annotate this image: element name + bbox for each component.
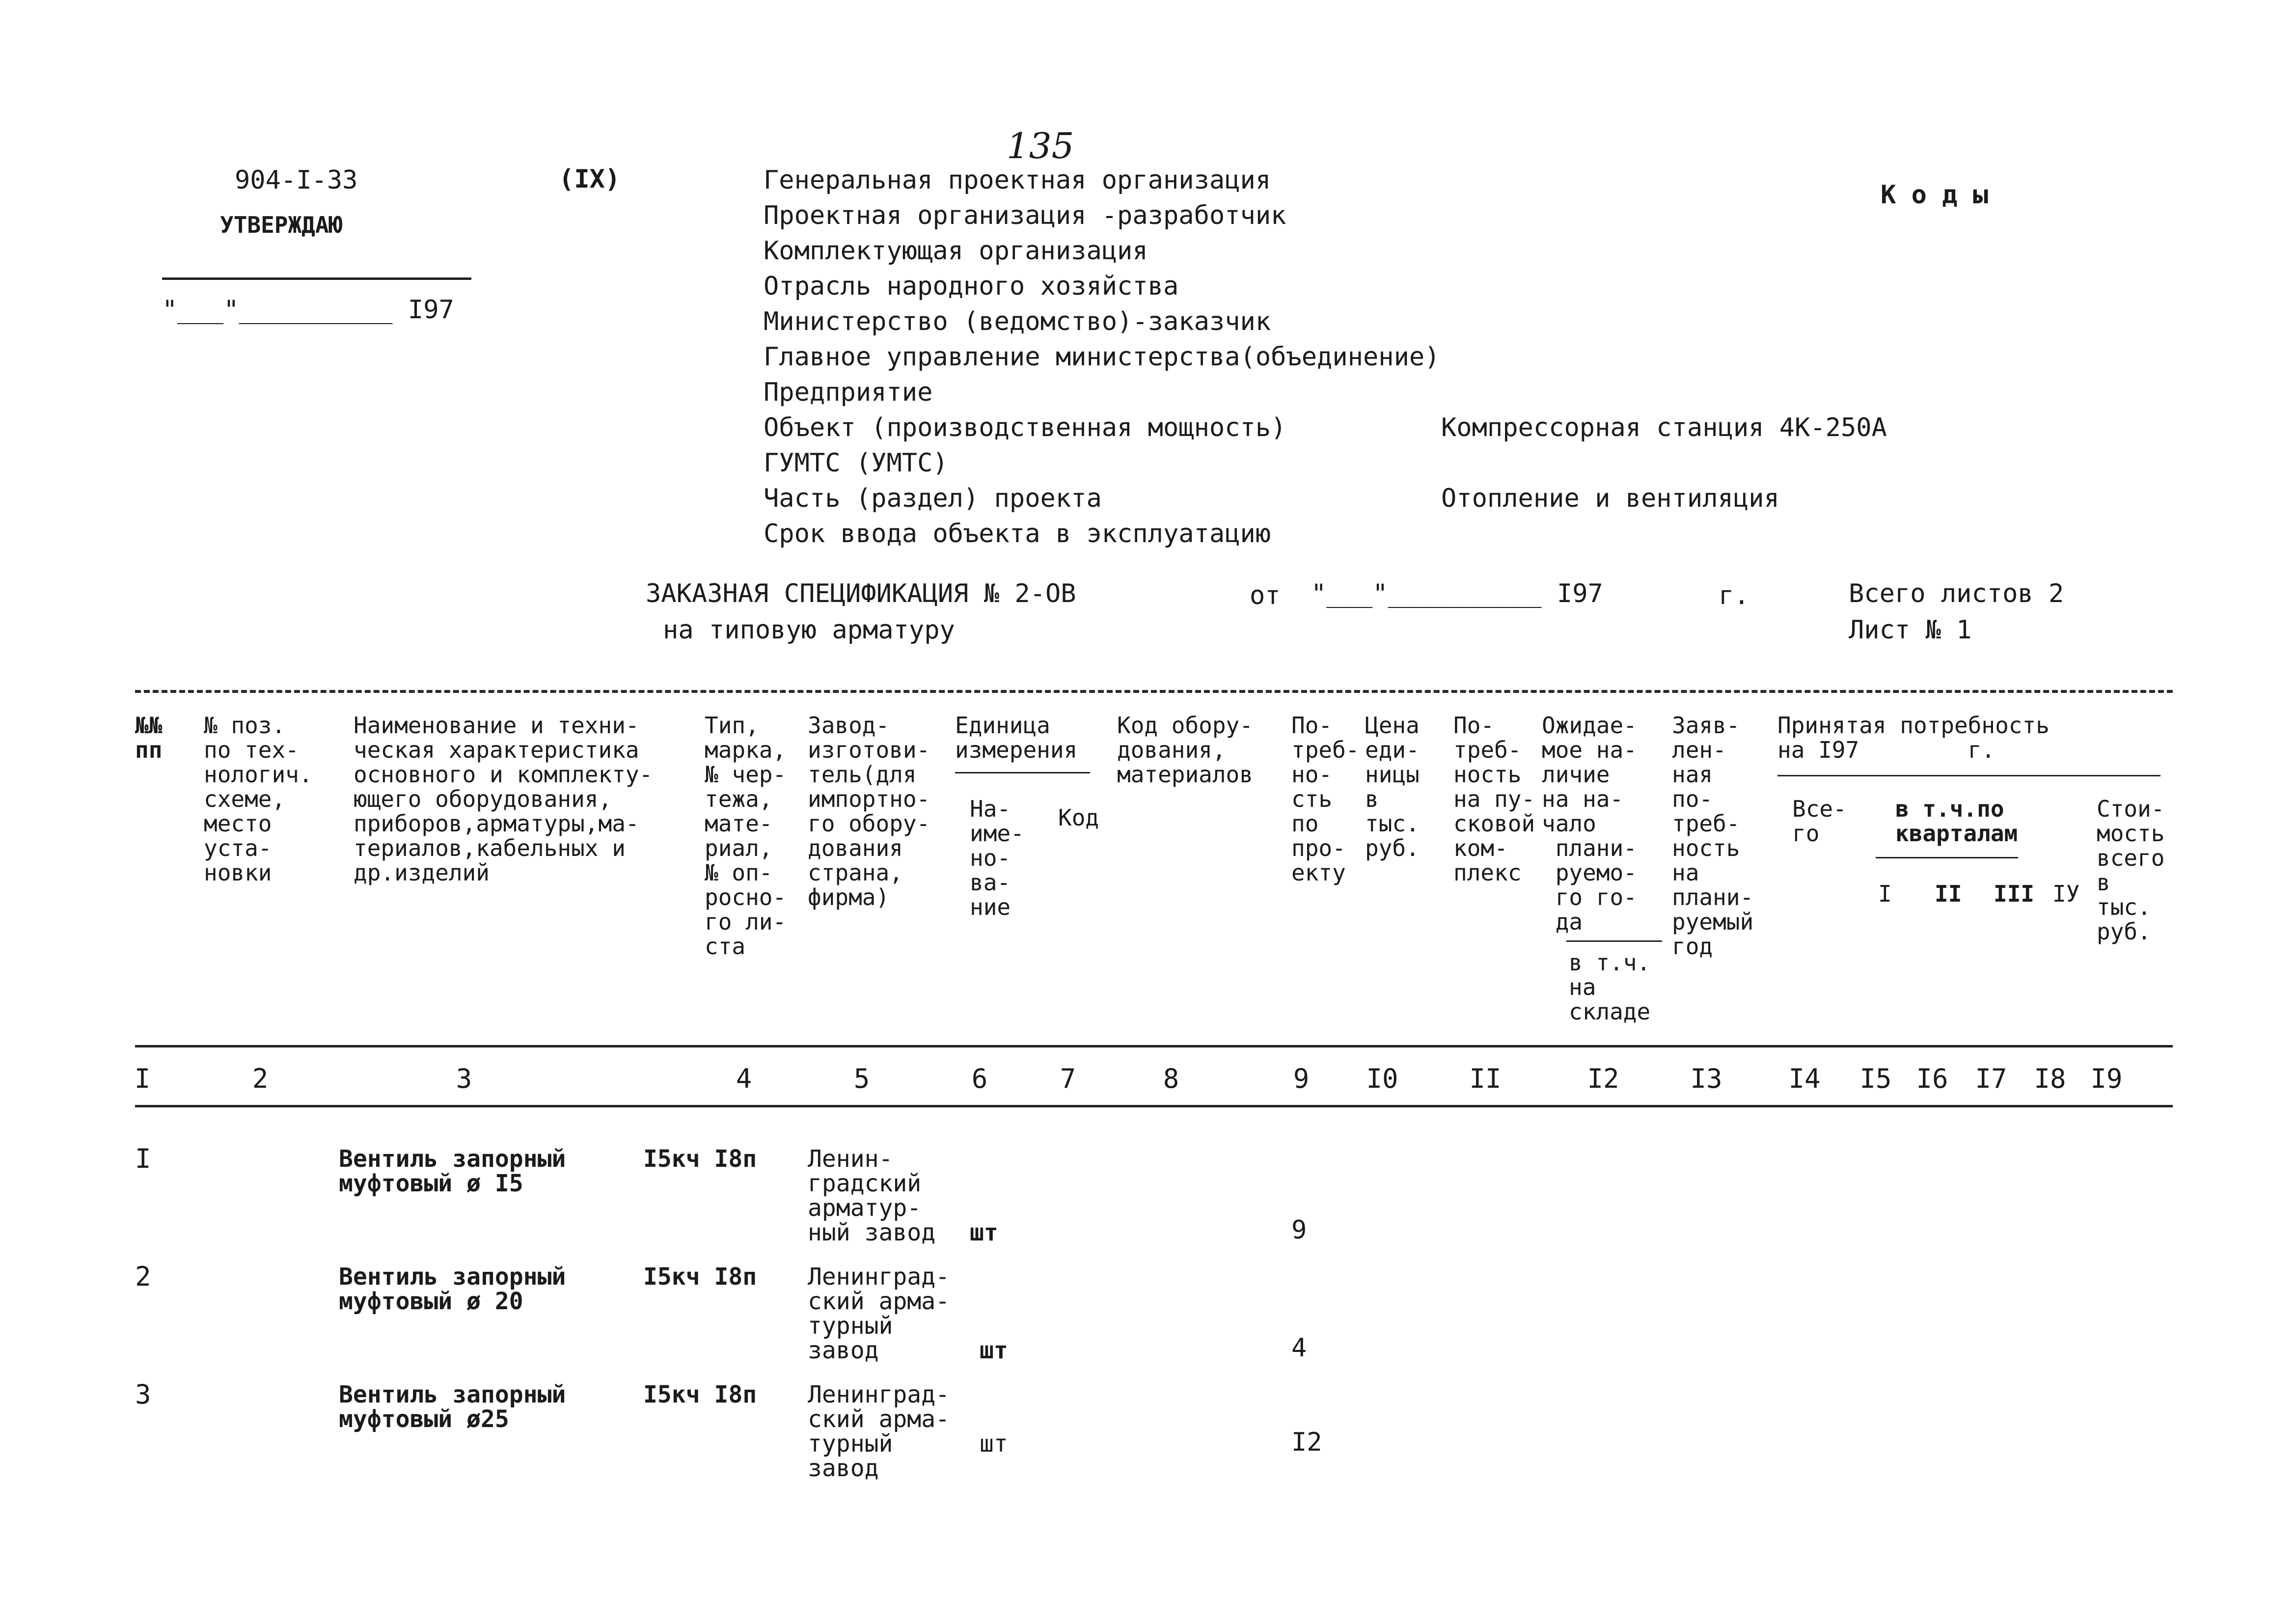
sheet-number: Лист № 1 [1849,615,1972,645]
col-header-14: Все- го [1792,796,1847,847]
doc-code: 904-I-33 [235,165,358,195]
column-number: 4 [736,1063,752,1094]
column-number: I4 [1788,1063,1821,1094]
row-name: Вентиль запорный муфтовый ø25 [339,1381,566,1433]
row-name: Вентиль запорный муфтовый ø 20 [339,1263,566,1315]
column-number: I0 [1366,1063,1398,1094]
org-line: Генеральная проектная организация [764,165,1271,195]
org-line: Часть (раздел) проекта [764,484,1102,513]
column-number: I9 [2090,1063,2123,1094]
quarter-3: III [1994,881,2035,907]
quarter-1: I [1878,881,1892,907]
spec-date: "___"__________ I97 [1311,579,1603,608]
volume-label: (IX) [559,165,621,194]
col-header-9: По- треб- но- сть по про- екту [1291,712,1360,886]
col-header-6: На- име- но- ва- ние [970,796,1024,920]
org-line: Министерство (ведомство)-заказчик [764,307,1271,336]
spec-subtitle: на типовую арматуру [663,615,955,645]
page-number: 135 [1007,125,1074,166]
part-value: Отопление и вентиляция [1441,484,1779,513]
spec-year-suffix: г. [1719,581,1749,610]
col-header-19: Стои- мость всего в тыс. руб. [2097,796,2165,945]
row-maker: Ленин- градский арматур- ный завод [808,1145,936,1246]
col12-divider [1566,940,1662,942]
row-number: 2 [135,1261,151,1292]
column-number: 2 [252,1063,269,1094]
org-line: Предприятие [764,378,933,407]
org-line: ГУМТС (УМТС) [764,448,948,478]
row-unit: шт [980,1337,1008,1364]
col-header-7: Код [1058,804,1099,831]
org-line: Проектная организация -разработчик [764,201,1286,230]
object-value: Компрессорная станция 4К-250А [1441,413,1887,442]
col-header-1: №№ пп [135,712,163,763]
col-header-accepted: Принятая потребность на I97 г. [1777,712,2050,763]
row-maker: Ленинград- ский арма- турный завод [808,1381,950,1482]
unit-divider [955,772,1090,773]
header-bottom-rule [135,1045,2173,1047]
row-qty: 9 [1291,1215,1307,1245]
spec-from: от [1250,581,1281,610]
row-unit: шт [980,1430,1008,1458]
column-number: I3 [1690,1063,1722,1094]
approve-date-line: "___"__________ I97 [162,295,454,325]
row-unit: шт [970,1219,998,1246]
org-line: Срок ввода объекта в эксплуатацию [764,519,1271,549]
row-number: I [135,1143,151,1174]
org-line: Объект (производственная мощность) [764,413,1286,442]
table-top-rule [135,690,2173,693]
row-maker: Ленинград- ский арма- турный завод [808,1263,950,1364]
spec-title: ЗАКАЗНАЯ СПЕЦИФИКАЦИЯ № 2-ОВ [646,579,1076,608]
column-number: I [134,1063,151,1094]
column-number: II [1469,1063,1502,1094]
column-number: I2 [1587,1063,1619,1094]
row-type: I5кч I8п [643,1381,757,1408]
col-header-5: Завод- изготови- тель(для импортно- го обору- дования страна, фирма) [808,712,930,910]
col-header-11: По- треб- ность на пу- сковой ком- плекс [1453,712,1535,886]
col-header-quarters: в т.ч.по кварталам [1895,796,2018,847]
col-header-12b: в т.ч. на складе [1569,949,1651,1025]
org-line: Главное управление министерства(объединение) [764,342,1440,372]
col-header-2: № поз. по тех- нологич. схеме, место уста- новки [204,712,313,886]
column-number: I8 [2034,1063,2066,1094]
codes-title: К о д ы [1881,180,1989,210]
row-qty: I2 [1291,1428,1322,1457]
total-sheets: Всего листов 2 [1849,579,2064,608]
column-number: 5 [853,1063,870,1094]
column-number: I7 [1975,1063,2007,1094]
quarters-divider [1876,857,2018,858]
column-number: 8 [1163,1063,1179,1094]
row-type: I5кч I8п [643,1263,757,1291]
row-number: 3 [135,1379,151,1410]
col-header-unit: Единица измерения [955,712,1078,763]
row-type: I5кч I8п [643,1145,757,1173]
column-number: I5 [1859,1063,1892,1094]
approve-label: УТВЕРЖДАЮ [220,212,343,238]
col-header-8: Код обору- дования, материалов [1117,712,1253,788]
column-number: I6 [1916,1063,1948,1094]
col-header-13: Заяв- лен- ная по- треб- ность на плани- руемый год [1672,712,1754,960]
column-number: 3 [456,1063,472,1094]
accepted-divider [1777,775,2160,776]
column-number: 7 [1060,1063,1076,1094]
row-qty: 4 [1291,1333,1307,1363]
org-line: Отрасль народного хозяйства [764,272,1179,301]
row-name: Вентиль запорный муфтовый ø I5 [339,1145,566,1197]
col-header-4: Тип, марка, № чер- тежа, мате- риал, № оп- росно- го ли- ста [705,712,787,960]
quarter-2: II [1935,881,1962,907]
col-header-10: Цена еди- ницы в тыс. руб. [1365,712,1420,861]
col-header-12: Ожидае- мое на- личие на на- чало плани- руемо- го го- да [1542,712,1637,935]
numbers-bottom-rule [135,1105,2173,1107]
signature-line [162,277,471,280]
column-number: 6 [971,1063,988,1094]
quarter-4: IУ [2052,881,2080,907]
col-header-3: Наименование и техни- ческая характеристика основного и комплекту- ющего оборудования, приборов,арматуры,ма- териалов,кабельных и др.изделий [354,712,653,886]
column-number: 9 [1293,1063,1310,1094]
org-line: Комплектующая организация [764,236,1148,266]
